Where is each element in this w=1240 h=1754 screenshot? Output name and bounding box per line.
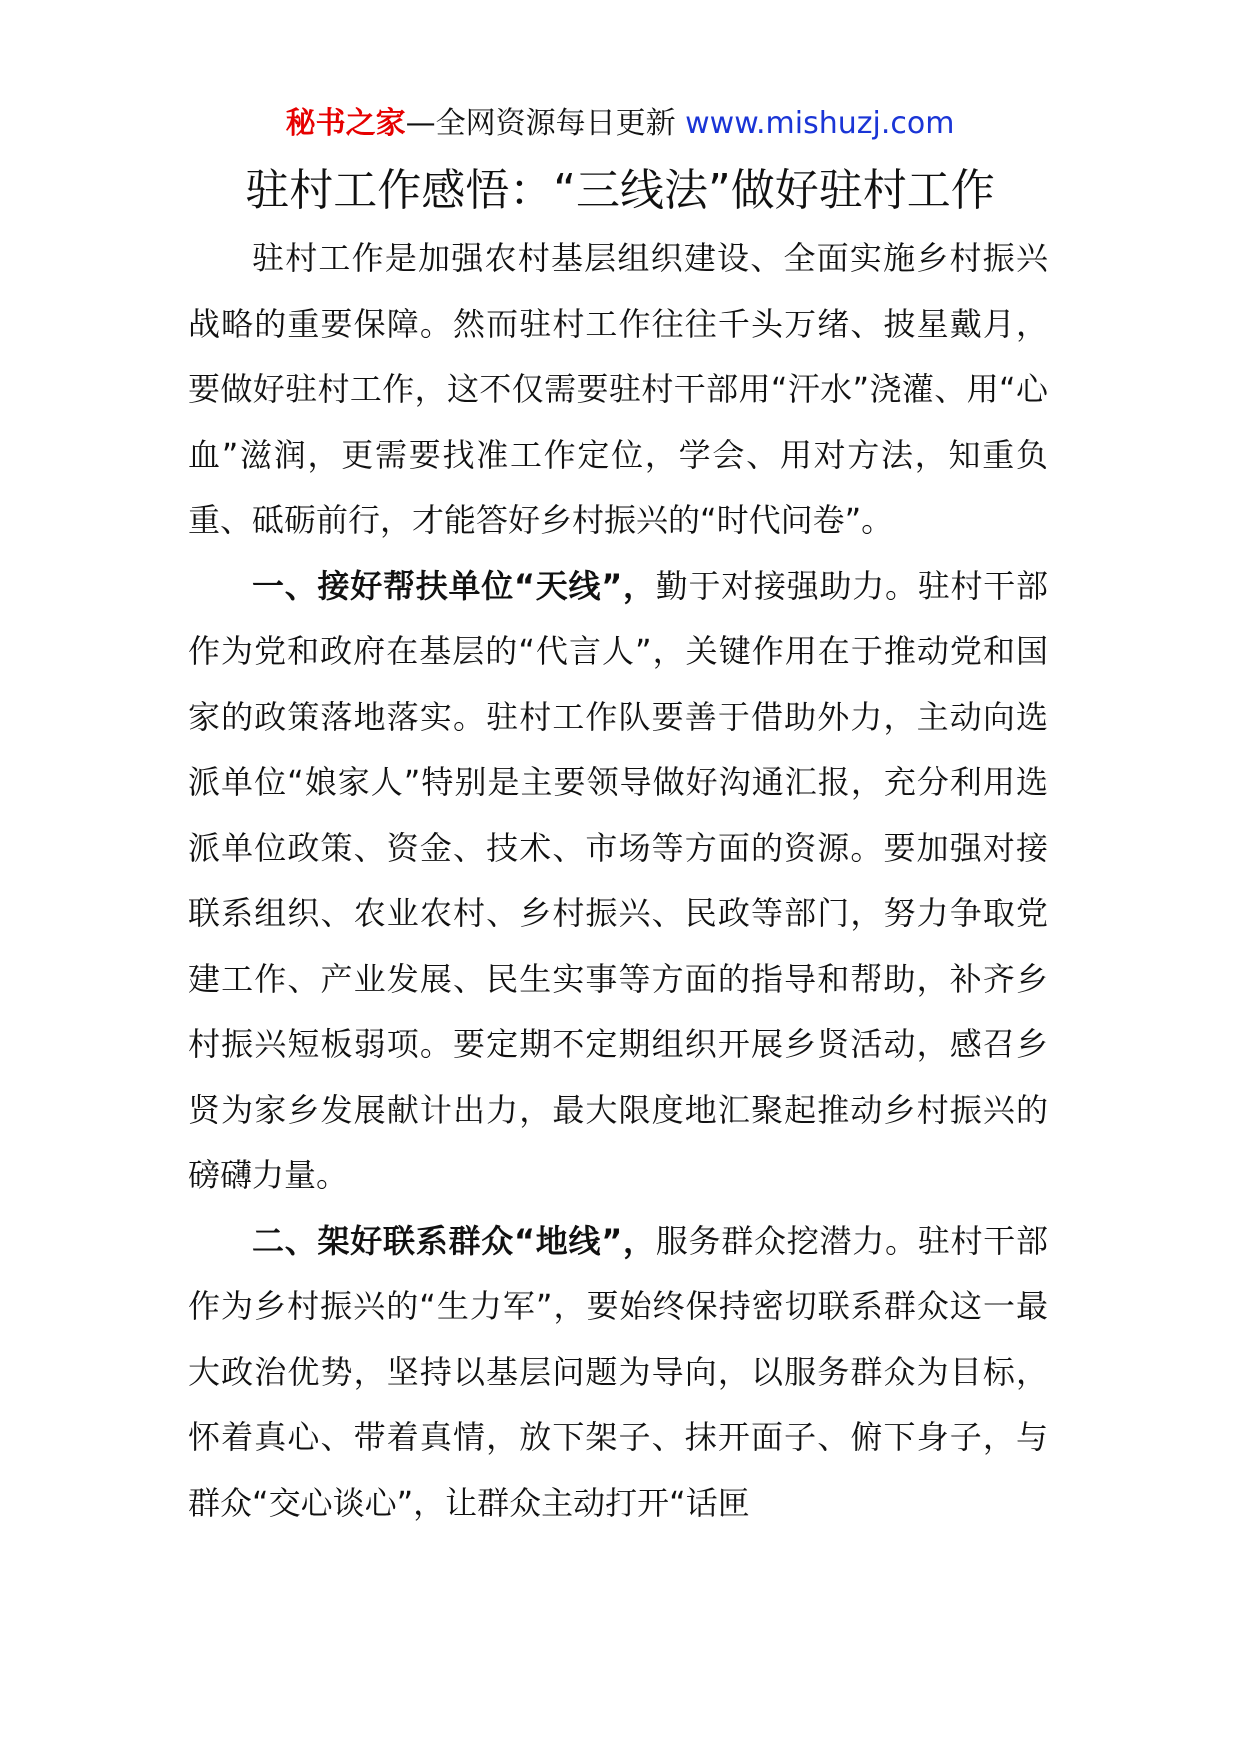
- paragraph-intro: [188, 226, 1048, 554]
- site-tagline: —全网资源每日更新: [405, 106, 686, 141]
- paragraph-text: 勤于对接强助力。驻村干部作为党和政府在基层的“代言人”，关键作用在于推动党和国家的政策落地落实。驻村工作队要善于借助外力，主动向选派单位“娘家人”特别是主要领导做好沟通汇报，充分利用选派单位政策、资金、技术、市场等方面的资源。要加强对接联系组织、农业农村、乡村振兴、民政等部门，努力争取党建工作、产业发展、民生实事等方面的指导和帮助，补齐乡村振兴短板弱项。要定期不定期组织开展乡贤活动，感召乡贤为家乡发展献计出力，最大限度地汇聚起推动乡村振兴的磅礴力量。: [188, 566, 1048, 1194]
- section-heading: 一、接好帮扶单位“天线”，: [252, 566, 656, 605]
- paragraph-text: 服务群众挖潜力。驻村干部作为乡村振兴的“生力军”，要始终保持密切联系群众这一最大政治优势，坚持以基层问题为导向，以服务群众为目标，怀着真心、带着真情，放下架子、抹开面子、俯下身子，与群众“交心谈心”，让群众主动打开“话匣: [188, 1221, 1048, 1522]
- paragraph-section-1: [188, 554, 1048, 1209]
- site-url-link[interactable]: www.mishuzj.com: [685, 106, 955, 141]
- paragraph-text: 驻村工作是加强农村基层组织建设、全面实施乡村振兴战略的重要保障。然而驻村工作往往千头万绪、披星戴月，要做好驻村工作，这不仅需要驻村干部用“汗水”浇灌、用“心血”滋润，更需要找准工作定位，学会、用对方法，知重负重、砥砺前行，才能答好乡村振兴的“时代问卷”。: [188, 239, 1048, 539]
- site-header: [0, 100, 1240, 148]
- document-body: [188, 226, 1048, 1536]
- brand-name: 秘书之家: [285, 106, 406, 141]
- document-title: 驻村工作感悟：“三线法”做好驻村工作: [245, 165, 995, 216]
- paragraph-section-2: [188, 1209, 1048, 1537]
- section-heading: 二、架好联系群众“地线”，: [252, 1221, 656, 1260]
